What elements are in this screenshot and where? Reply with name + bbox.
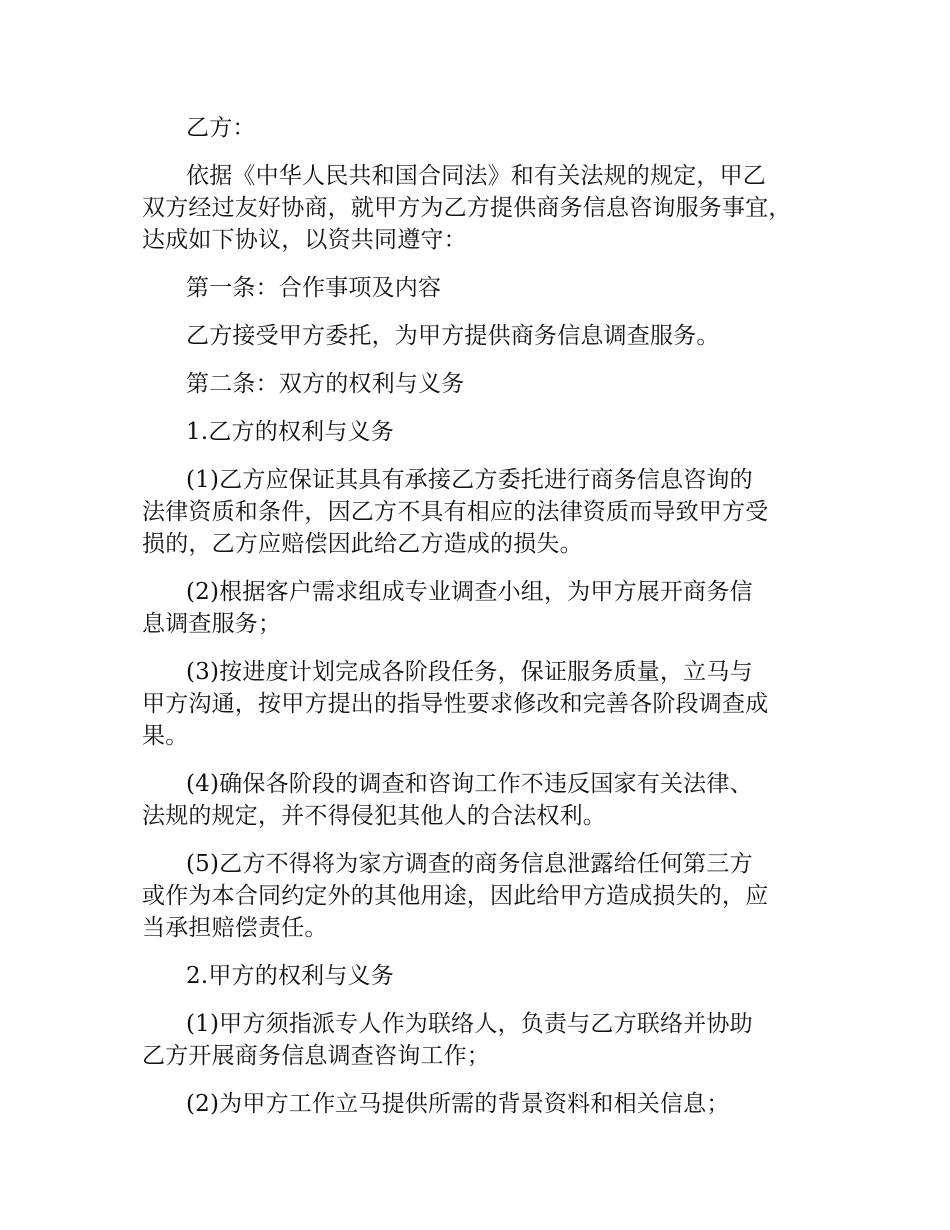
- section-heading: [142, 272, 818, 304]
- paragraph-line: 乙方：: [186, 115, 256, 141]
- paragraph-line: 达成如下协议，以资共同遵守：: [142, 227, 467, 253]
- document-page: [142, 112, 818, 1136]
- paragraph: [142, 320, 818, 352]
- list-item: [142, 848, 818, 944]
- paragraph-line: 或作为本合同约定外的其他用途，因此给甲方造成损失的，应: [142, 883, 769, 909]
- paragraph-line: 损的，乙方应赔偿因此给乙方造成的损失。: [142, 531, 583, 557]
- paragraph-line: 乙方接受甲方委托，为甲方提供商务信息调查服务。: [186, 323, 720, 349]
- paragraph-line: 2.甲方的权利与义务: [186, 963, 394, 989]
- paragraph-line: 双方经过友好协商，就甲方为乙方提供商务信息咨询服务事宜，: [142, 195, 792, 221]
- section-heading: [142, 368, 818, 400]
- subsection-heading: [142, 416, 818, 448]
- paragraph-line: 息调查服务；: [142, 611, 282, 637]
- list-item: [142, 464, 818, 560]
- paragraph-line: (1)乙方应保证其具有承接乙方委托进行商务信息咨询的: [186, 467, 753, 493]
- list-item: [142, 1008, 818, 1072]
- paragraph-line: (4)确保各阶段的调查和咨询工作不违反国家有关法律、: [186, 771, 753, 797]
- paragraph-line: (5)乙方不得将为家方调查的商务信息泄露给任何第三方: [186, 851, 753, 877]
- paragraph-line: (2)为甲方工作立马提供所需的背景资料和相关信息；: [186, 1091, 730, 1117]
- paragraph: [142, 160, 818, 256]
- paragraph-line: 果。: [142, 723, 189, 749]
- paragraph-line: 1.乙方的权利与义务: [186, 419, 394, 445]
- list-item: [142, 768, 818, 832]
- paragraph-line: 甲方沟通，按甲方提出的指导性要求修改和完善各阶段调查成: [142, 691, 769, 717]
- paragraph-line: 依据《中华人民共和国合同法》和有关法规的规定，甲乙: [186, 163, 766, 189]
- paragraph-line: 当承担赔偿责任。: [142, 915, 328, 941]
- paragraph: [142, 112, 818, 144]
- paragraph-line: 第一条：合作事项及内容: [186, 275, 442, 301]
- paragraph-line: 乙方开展商务信息调查咨询工作；: [142, 1043, 490, 1069]
- paragraph-line: 法律资质和条件，因乙方不具有相应的法律资质而导致甲方受: [142, 499, 769, 525]
- list-item: [142, 656, 818, 752]
- paragraph-line: (3)按进度计划完成各阶段任务，保证服务质量，立马与: [186, 659, 753, 685]
- paragraph-line: (2)根据客户需求组成专业调查小组，为甲方展开商务信: [186, 579, 753, 605]
- paragraph-line: (1)甲方须指派专人作为联络人，负责与乙方联络并协助: [186, 1011, 753, 1037]
- subsection-heading: [142, 960, 818, 992]
- paragraph-line: 第二条：双方的权利与义务: [186, 371, 465, 397]
- paragraph-line: 法规的规定，并不得侵犯其他人的合法权利。: [142, 803, 606, 829]
- list-item: [142, 576, 818, 640]
- list-item: [142, 1088, 818, 1120]
